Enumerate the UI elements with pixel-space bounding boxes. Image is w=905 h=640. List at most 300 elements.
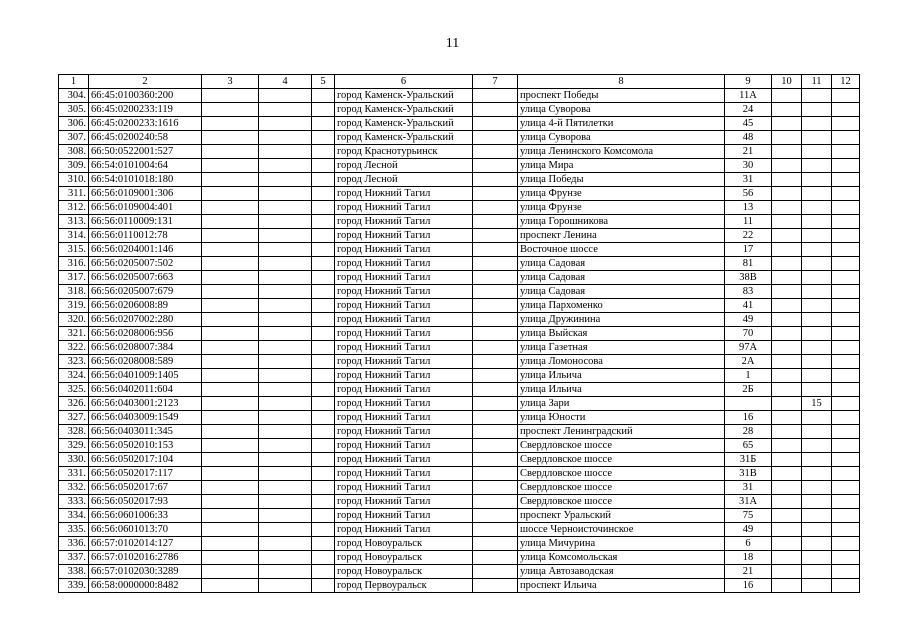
cadastral-number: 66:56:0401009:1405 (89, 369, 202, 383)
col3-cell (202, 355, 259, 369)
col5-cell (312, 481, 335, 495)
street-cell: улица Ломоносова (518, 355, 725, 369)
row-number: 316. (59, 257, 89, 271)
row-number: 308. (59, 145, 89, 159)
col12-cell (832, 355, 860, 369)
col5-cell (312, 257, 335, 271)
street-cell: улица Юности (518, 411, 725, 425)
street-cell: проспект Уральский (518, 509, 725, 523)
cadastral-number: 66:56:0207002:280 (89, 313, 202, 327)
col3-cell (202, 159, 259, 173)
col7-cell (473, 327, 518, 341)
house-number-cell: 48 (725, 131, 772, 145)
city-cell: город Нижний Тагил (335, 481, 473, 495)
col12-cell (832, 271, 860, 285)
col4-cell (259, 89, 312, 103)
table-row (59, 145, 860, 159)
col10-cell (772, 397, 802, 411)
city-cell: город Нижний Тагил (335, 467, 473, 481)
row-number: 307. (59, 131, 89, 145)
table-row (59, 243, 860, 257)
col4-cell (259, 453, 312, 467)
col7-cell (473, 89, 518, 103)
building-number-cell (802, 229, 832, 243)
row-number: 319. (59, 299, 89, 313)
col7-cell (473, 425, 518, 439)
cadastral-number: 66:54:0101004:64 (89, 159, 202, 173)
cadastral-number: 66:56:0402011:604 (89, 383, 202, 397)
col5-cell (312, 159, 335, 173)
row-number: 322. (59, 341, 89, 355)
city-cell: город Нижний Тагил (335, 495, 473, 509)
cadastral-number: 66:56:0601006:33 (89, 509, 202, 523)
building-number-cell (802, 565, 832, 579)
building-number-cell (802, 173, 832, 187)
cadastral-number: 66:56:0205007:663 (89, 271, 202, 285)
table-row (59, 327, 860, 341)
house-number-cell: 38В (725, 271, 772, 285)
street-cell: улица Мира (518, 159, 725, 173)
row-number: 326. (59, 397, 89, 411)
street-cell: улица Садовая (518, 271, 725, 285)
row-number: 328. (59, 425, 89, 439)
column-number-row (59, 75, 860, 89)
col12-cell (832, 341, 860, 355)
street-cell: улица Мичурина (518, 537, 725, 551)
col7-cell (473, 481, 518, 495)
col12-cell (832, 439, 860, 453)
register-table (58, 74, 860, 593)
col4-cell (259, 425, 312, 439)
row-number: 329. (59, 439, 89, 453)
col5-cell (312, 579, 335, 593)
cadastral-number: 66:57:0102014:127 (89, 537, 202, 551)
city-cell: город Нижний Тагил (335, 271, 473, 285)
col5-cell (312, 299, 335, 313)
col4-cell (259, 229, 312, 243)
col10-cell (772, 481, 802, 495)
building-number-cell (802, 299, 832, 313)
street-cell: улица Ильича (518, 369, 725, 383)
house-number-cell: 75 (725, 509, 772, 523)
street-cell: улица Фрунзе (518, 201, 725, 215)
row-number: 324. (59, 369, 89, 383)
building-number-cell (802, 355, 832, 369)
col4-cell (259, 243, 312, 257)
col3-cell (202, 551, 259, 565)
street-cell: Свердловское шоссе (518, 453, 725, 467)
city-cell: город Нижний Тагил (335, 229, 473, 243)
col10-cell (772, 579, 802, 593)
cadastral-number: 66:56:0502017:117 (89, 467, 202, 481)
col7-cell (473, 285, 518, 299)
street-cell: улица Победы (518, 173, 725, 187)
city-cell: город Нижний Тагил (335, 509, 473, 523)
building-number-cell (802, 215, 832, 229)
row-number: 313. (59, 215, 89, 229)
house-number-cell: 31В (725, 467, 772, 481)
house-number-cell: 16 (725, 411, 772, 425)
street-cell: улица Суворова (518, 131, 725, 145)
col12-cell (832, 131, 860, 145)
col3-cell (202, 271, 259, 285)
table-row (59, 271, 860, 285)
cadastral-number: 66:56:0110009:131 (89, 215, 202, 229)
cadastral-number: 66:56:0601013:70 (89, 523, 202, 537)
col3-cell (202, 509, 259, 523)
table-row (59, 551, 860, 565)
col4-cell (259, 481, 312, 495)
cadastral-number: 66:45:0200233:119 (89, 103, 202, 117)
col7-cell (473, 257, 518, 271)
cadastral-number: 66:56:0502017:67 (89, 481, 202, 495)
col7-cell (473, 173, 518, 187)
column-header: 1 (59, 75, 89, 89)
cadastral-number: 66:56:0502010:153 (89, 439, 202, 453)
city-cell: город Нижний Тагил (335, 257, 473, 271)
street-cell: улица Газетная (518, 341, 725, 355)
table-row (59, 537, 860, 551)
col10-cell (772, 257, 802, 271)
col4-cell (259, 327, 312, 341)
cadastral-number: 66:50:0522001:527 (89, 145, 202, 159)
city-cell: город Нижний Тагил (335, 299, 473, 313)
col10-cell (772, 159, 802, 173)
table-row (59, 411, 860, 425)
street-cell: Свердловское шоссе (518, 439, 725, 453)
column-header: 8 (518, 75, 725, 89)
street-cell: улица Зари (518, 397, 725, 411)
city-cell: город Нижний Тагил (335, 411, 473, 425)
col3-cell (202, 537, 259, 551)
col5-cell (312, 397, 335, 411)
building-number-cell (802, 103, 832, 117)
row-number: 323. (59, 355, 89, 369)
col12-cell (832, 173, 860, 187)
house-number-cell: 49 (725, 523, 772, 537)
col12-cell (832, 551, 860, 565)
row-number: 330. (59, 453, 89, 467)
col3-cell (202, 257, 259, 271)
col7-cell (473, 215, 518, 229)
col4-cell (259, 565, 312, 579)
col3-cell (202, 131, 259, 145)
row-number: 312. (59, 201, 89, 215)
building-number-cell (802, 425, 832, 439)
col3-cell (202, 313, 259, 327)
building-number-cell (802, 145, 832, 159)
column-header: 6 (335, 75, 473, 89)
col10-cell (772, 453, 802, 467)
house-number-cell: 31Б (725, 453, 772, 467)
table-row (59, 509, 860, 523)
col7-cell (473, 145, 518, 159)
table-row (59, 103, 860, 117)
col3-cell (202, 327, 259, 341)
col4-cell (259, 117, 312, 131)
col3-cell (202, 523, 259, 537)
col10-cell (772, 495, 802, 509)
column-header: 12 (832, 75, 860, 89)
house-number-cell: 65 (725, 439, 772, 453)
col12-cell (832, 495, 860, 509)
row-number: 332. (59, 481, 89, 495)
house-number-cell: 6 (725, 537, 772, 551)
table-row (59, 131, 860, 145)
col12-cell (832, 523, 860, 537)
city-cell: город Нижний Тагил (335, 215, 473, 229)
building-number-cell (802, 271, 832, 285)
house-number-cell: 13 (725, 201, 772, 215)
col12-cell (832, 103, 860, 117)
col12-cell (832, 89, 860, 103)
house-number-cell: 28 (725, 425, 772, 439)
table-row (59, 439, 860, 453)
row-number: 310. (59, 173, 89, 187)
col7-cell (473, 397, 518, 411)
col4-cell (259, 145, 312, 159)
city-cell: город Нижний Тагил (335, 285, 473, 299)
building-number-cell (802, 383, 832, 397)
col4-cell (259, 495, 312, 509)
house-number-cell: 22 (725, 229, 772, 243)
col7-cell (473, 243, 518, 257)
column-header: 7 (473, 75, 518, 89)
cadastral-number: 66:57:0102016:2786 (89, 551, 202, 565)
col10-cell (772, 467, 802, 481)
house-number-cell: 31А (725, 495, 772, 509)
col4-cell (259, 257, 312, 271)
col4-cell (259, 103, 312, 117)
city-cell: город Нижний Тагил (335, 523, 473, 537)
row-number: 317. (59, 271, 89, 285)
col4-cell (259, 439, 312, 453)
house-number-cell: 2Б (725, 383, 772, 397)
col3-cell (202, 565, 259, 579)
table-row (59, 299, 860, 313)
col5-cell (312, 145, 335, 159)
row-number: 306. (59, 117, 89, 131)
col4-cell (259, 341, 312, 355)
col5-cell (312, 313, 335, 327)
col7-cell (473, 341, 518, 355)
house-number-cell: 21 (725, 565, 772, 579)
street-cell: проспект Ильича (518, 579, 725, 593)
col3-cell (202, 201, 259, 215)
table-row (59, 201, 860, 215)
col5-cell (312, 551, 335, 565)
street-cell: проспект Ленинградский (518, 425, 725, 439)
col4-cell (259, 551, 312, 565)
col10-cell (772, 229, 802, 243)
city-cell: город Лесной (335, 159, 473, 173)
col7-cell (473, 369, 518, 383)
building-number-cell (802, 509, 832, 523)
col7-cell (473, 313, 518, 327)
col10-cell (772, 89, 802, 103)
col3-cell (202, 299, 259, 313)
house-number-cell (725, 397, 772, 411)
cadastral-number: 66:56:0206008:89 (89, 299, 202, 313)
col5-cell (312, 229, 335, 243)
col10-cell (772, 439, 802, 453)
city-cell: город Краснотурьинск (335, 145, 473, 159)
col7-cell (473, 271, 518, 285)
col5-cell (312, 355, 335, 369)
col10-cell (772, 117, 802, 131)
col3-cell (202, 103, 259, 117)
col12-cell (832, 285, 860, 299)
col4-cell (259, 383, 312, 397)
cadastral-number: 66:56:0208008:589 (89, 355, 202, 369)
row-number: 338. (59, 565, 89, 579)
row-number: 309. (59, 159, 89, 173)
col10-cell (772, 313, 802, 327)
building-number-cell (802, 187, 832, 201)
col12-cell (832, 201, 860, 215)
col10-cell (772, 523, 802, 537)
table-row (59, 173, 860, 187)
col5-cell (312, 495, 335, 509)
col7-cell (473, 229, 518, 243)
col5-cell (312, 327, 335, 341)
house-number-cell: 1 (725, 369, 772, 383)
col7-cell (473, 355, 518, 369)
col10-cell (772, 411, 802, 425)
building-number-cell (802, 495, 832, 509)
col4-cell (259, 131, 312, 145)
col4-cell (259, 523, 312, 537)
col5-cell (312, 383, 335, 397)
street-cell: Свердловское шоссе (518, 481, 725, 495)
col3-cell (202, 495, 259, 509)
col10-cell (772, 327, 802, 341)
house-number-cell: 81 (725, 257, 772, 271)
street-cell: улица Дружинина (518, 313, 725, 327)
col7-cell (473, 131, 518, 145)
city-cell: город Новоуральск (335, 565, 473, 579)
table-row (59, 425, 860, 439)
street-cell: улица Садовая (518, 257, 725, 271)
table-row (59, 523, 860, 537)
table-row (59, 355, 860, 369)
col4-cell (259, 369, 312, 383)
street-cell: улица Ленинского Комсомола (518, 145, 725, 159)
col12-cell (832, 425, 860, 439)
col7-cell (473, 495, 518, 509)
col7-cell (473, 159, 518, 173)
house-number-cell: 30 (725, 159, 772, 173)
col4-cell (259, 355, 312, 369)
house-number-cell: 31 (725, 173, 772, 187)
city-cell: город Нижний Тагил (335, 383, 473, 397)
col7-cell (473, 523, 518, 537)
col5-cell (312, 523, 335, 537)
column-header: 3 (202, 75, 259, 89)
col10-cell (772, 341, 802, 355)
col12-cell (832, 159, 860, 173)
col3-cell (202, 467, 259, 481)
city-cell: город Нижний Тагил (335, 397, 473, 411)
row-number: 325. (59, 383, 89, 397)
col4-cell (259, 159, 312, 173)
col3-cell (202, 145, 259, 159)
col5-cell (312, 285, 335, 299)
street-cell: Свердловское шоссе (518, 495, 725, 509)
house-number-cell: 49 (725, 313, 772, 327)
house-number-cell: 97А (725, 341, 772, 355)
col3-cell (202, 229, 259, 243)
city-cell: город Нижний Тагил (335, 369, 473, 383)
street-cell: улица Комсомольская (518, 551, 725, 565)
row-number: 339. (59, 579, 89, 593)
city-cell: город Нижний Тагил (335, 341, 473, 355)
building-number-cell (802, 551, 832, 565)
city-cell: город Нижний Тагил (335, 243, 473, 257)
col5-cell (312, 117, 335, 131)
row-number: 311. (59, 187, 89, 201)
row-number: 320. (59, 313, 89, 327)
cadastral-number: 66:45:0100360:200 (89, 89, 202, 103)
col7-cell (473, 187, 518, 201)
cadastral-number: 66:54:0101018:180 (89, 173, 202, 187)
col10-cell (772, 145, 802, 159)
city-cell: город Новоуральск (335, 551, 473, 565)
col4-cell (259, 201, 312, 215)
col4-cell (259, 579, 312, 593)
col7-cell (473, 439, 518, 453)
building-number-cell (802, 327, 832, 341)
col12-cell (832, 397, 860, 411)
col7-cell (473, 411, 518, 425)
street-cell: улица Фрунзе (518, 187, 725, 201)
col7-cell (473, 537, 518, 551)
house-number-cell: 16 (725, 579, 772, 593)
col12-cell (832, 565, 860, 579)
table-row (59, 369, 860, 383)
col5-cell (312, 369, 335, 383)
table-row (59, 341, 860, 355)
column-header: 11 (802, 75, 832, 89)
city-cell: город Каменск-Уральский (335, 89, 473, 103)
cadastral-number: 66:58:0000000:8482 (89, 579, 202, 593)
col12-cell (832, 215, 860, 229)
col7-cell (473, 565, 518, 579)
col12-cell (832, 579, 860, 593)
table-row (59, 159, 860, 173)
col5-cell (312, 467, 335, 481)
house-number-cell: 11А (725, 89, 772, 103)
house-number-cell: 45 (725, 117, 772, 131)
col5-cell (312, 103, 335, 117)
col10-cell (772, 285, 802, 299)
table-row (59, 453, 860, 467)
house-number-cell: 21 (725, 145, 772, 159)
col10-cell (772, 215, 802, 229)
col5-cell (312, 509, 335, 523)
city-cell: город Нижний Тагил (335, 327, 473, 341)
col12-cell (832, 481, 860, 495)
city-cell: город Нижний Тагил (335, 201, 473, 215)
col3-cell (202, 383, 259, 397)
col12-cell (832, 145, 860, 159)
building-number-cell (802, 159, 832, 173)
table-row (59, 397, 860, 411)
building-number-cell (802, 537, 832, 551)
cadastral-number: 66:56:0403001:2123 (89, 397, 202, 411)
row-number: 314. (59, 229, 89, 243)
city-cell: город Каменск-Уральский (335, 103, 473, 117)
